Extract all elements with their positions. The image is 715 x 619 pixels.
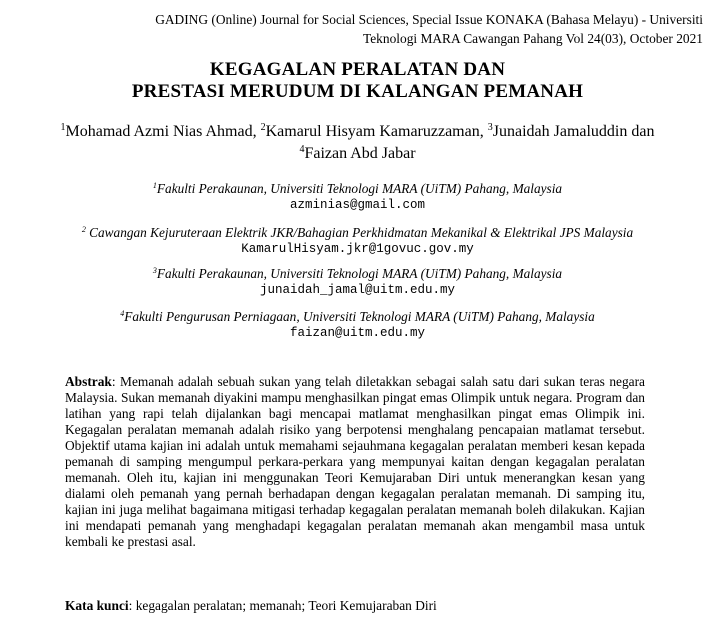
- affiliation-1-institution: [0, 181, 715, 197]
- paper-title-line1: KEGAGALAN PERALATAN DAN: [209, 59, 506, 80]
- paper-title: [0, 59, 715, 103]
- affiliation-4-institution: [0, 309, 715, 325]
- author-list: [0, 121, 715, 165]
- author-4-name: Faizan Abd Jabar: [304, 145, 416, 162]
- affiliation-2-text: Cawangan Kejuruteraan Elektrik JKR/Bahagian Perkhidmatan Mekanikal & Elektrikal JPS Malaysia: [85, 225, 634, 240]
- author-3-name: Junaidah Jamaluddin dan: [492, 123, 655, 140]
- author-3-sup: 3: [487, 122, 493, 133]
- author-4-sup: 4: [299, 144, 305, 155]
- author-2-name: Kamarul Hisyam Kamaruzzaman,: [265, 123, 488, 140]
- keywords-text: : kegagalan peralatan; memanah; Teori Kemujaraban Diri: [128, 598, 437, 613]
- affiliation-4: [0, 309, 715, 341]
- abstract-text: : Memanah adalah sebuah sukan yang telah diletakkan sebagai salah satu dari sukan teras negara Malaysia. Sukan memanah diyakini mampu menghasilkan pingat emas Olimpik untuk negara. Program dan latihan yang rapi telah dijalankan bagi mencapai matlamat menghasilkan pingat emas Olimpik ini. Kegagalan peralatan memanah adalah risiko yang berpotensi menghalang pencapaian matlamat tersebut. Objektif utama kajian ini adalah untuk memahami sejauhmana kegagalan peralatan memberi kesan kepada pemanah di samping mengumpul perkara-perkara yang mempunyai kaitan dengan kegagalan peralatan memanah. Oleh itu, kajian ini menggunakan Teori Kemujaraban Diri untuk menerangkan kesan yang dialami oleh pemanah yang pernah berhadapan dengan kegagalan peralatan memanah. Di samping itu, kajian ini juga melihat bagaimana mitigasi terhadap kegagalan peralatan memanah boleh dilakukan. Kajian ini mendapati pemanah yang menghadapi kegagalan peralatan memanah akan mengambil masa untuk kembali ke prestasi asal.: [65, 374, 645, 549]
- affiliation-3-institution: [0, 266, 715, 282]
- affiliation-2-sup: 2: [81, 225, 86, 234]
- author-line1: [0, 121, 715, 143]
- affiliation-4-email[interactable]: faizan@uitm.edu.my: [289, 326, 426, 340]
- author-1-sup: 1: [60, 122, 66, 133]
- affiliation-1-sup: 1: [152, 181, 157, 190]
- affiliation-2-institution: [0, 225, 715, 241]
- author-line2: [0, 143, 715, 165]
- affiliation-3-sup: 3: [152, 266, 157, 275]
- abstract-label: Abstrak: [65, 374, 112, 389]
- affiliation-1-email[interactable]: azminias@gmail.com: [289, 198, 426, 212]
- affiliation-1: [0, 181, 715, 213]
- affiliation-3-text: Fakulti Perakaunan, Universiti Teknologi MARA (UiTM) Pahang, Malaysia: [156, 266, 563, 281]
- affiliation-3: [0, 266, 715, 298]
- journal-header: [60, 10, 703, 48]
- keywords-label: Kata kunci: [65, 598, 129, 613]
- affiliation-4-text: Fakulti Pengurusan Perniagaan, Universiti Teknologi MARA (UiTM) Pahang, Malaysia: [124, 309, 595, 324]
- affiliation-2-email[interactable]: KamarulHisyam.jkr@1govuc.gov.my: [241, 242, 474, 256]
- author-1-name: Mohamad Azmi Nias Ahmad,: [65, 123, 261, 140]
- journal-header-line2: Teknologi MARA Cawangan Pahang Vol 24(03), October 2021: [363, 31, 703, 46]
- abstract: [65, 374, 645, 550]
- keywords: [65, 598, 665, 614]
- author-2-sup: 2: [260, 122, 266, 133]
- affiliation-3-email[interactable]: junaidah_jamal@uitm.edu.my: [259, 283, 456, 297]
- affiliation-1-text: Fakulti Perakaunan, Universiti Teknologi MARA (UiTM) Pahang, Malaysia: [156, 181, 563, 196]
- affiliation-2: [0, 225, 715, 257]
- paper-title-line2: PRESTASI MERUDUM DI KALANGAN PEMANAH: [131, 81, 584, 102]
- affiliation-4-sup: 4: [120, 309, 125, 318]
- journal-header-line1: GADING (Online) Journal for Social Sciences, Special Issue KONAKA (Bahasa Melayu) - Universiti: [155, 12, 703, 27]
